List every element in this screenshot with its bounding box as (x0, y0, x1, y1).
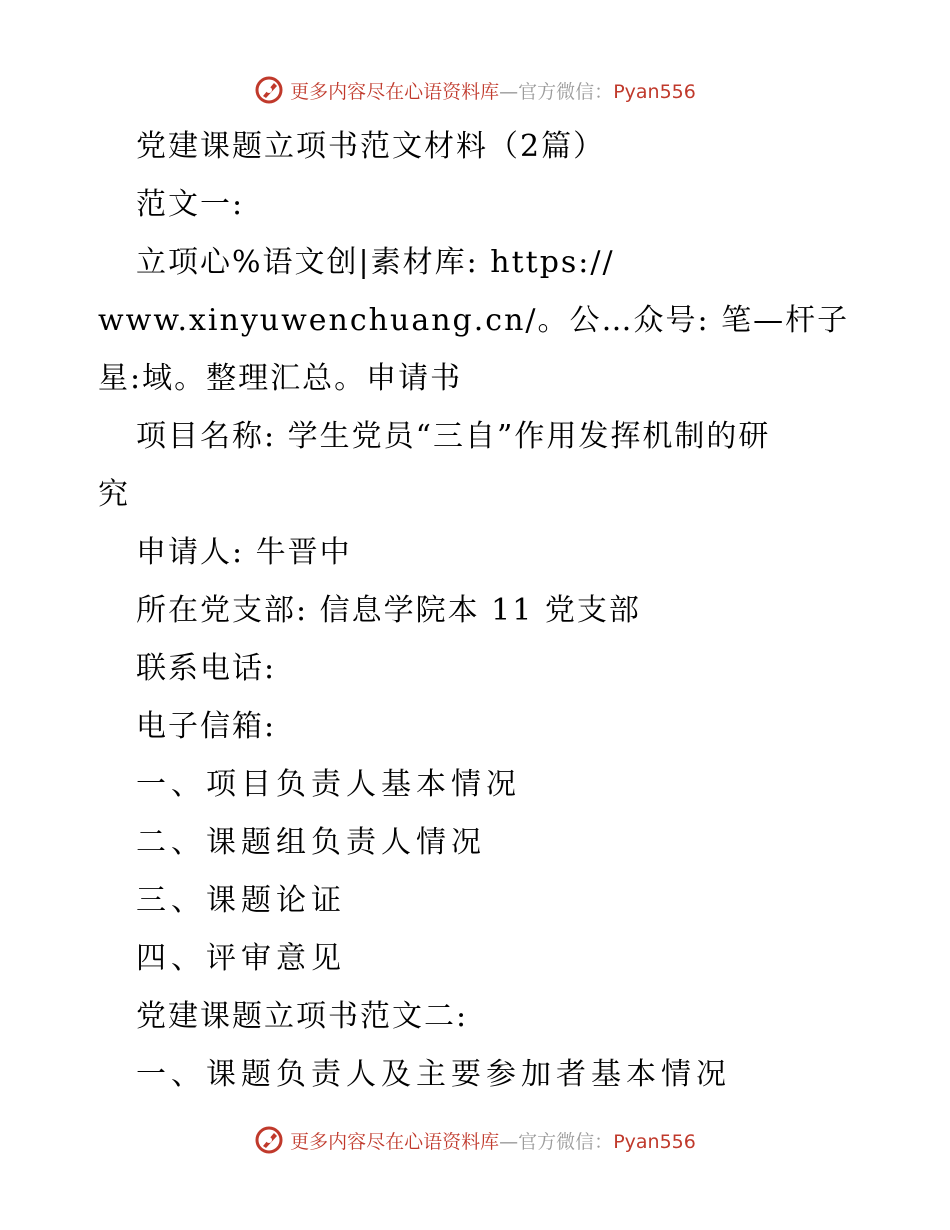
doc-line: 党建课题立项书范文二: (136, 999, 469, 1034)
doc-section-heading: 一、项目负责人基本情况 (136, 767, 521, 802)
header-watermark (0, 70, 950, 110)
doc-line: 联系电话: (136, 651, 277, 686)
doc-line: 所在党支部: 信息学院本 11 党支部 (136, 593, 641, 628)
watermark-id: Pyan556 (613, 80, 696, 103)
doc-line: 申请人: 牛晋中 (136, 535, 352, 570)
doc-line: 星:域。整理汇总。申请书 (98, 361, 463, 396)
doc-line: 范文一: (136, 187, 245, 222)
watermark-text (290, 1127, 696, 1154)
watermark-text (290, 77, 696, 104)
doc-line: 究 (98, 477, 130, 512)
watermark-main: 更多内容尽在心语资料库 (290, 1130, 500, 1153)
watermark-separator: —官方微信： (499, 80, 614, 103)
doc-line: 立项心%语文创|素材库: https:// (136, 245, 615, 280)
doc-section-heading: 三、课题论证 (136, 883, 346, 918)
doc-line: 项目名称: 学生党员“三自”作用发挥机制的研 (136, 419, 771, 454)
doc-section-heading: 二、课题组负责人情况 (136, 825, 486, 860)
watermark-main: 更多内容尽在心语资料库 (290, 80, 500, 103)
watermark-id: Pyan556 (613, 1130, 696, 1153)
doc-line: www.xinyuwenchuang.cn/。公…众号: 笔—杆子 (98, 303, 850, 338)
watermark-separator: —官方微信： (499, 1130, 614, 1153)
document-body (98, 118, 858, 1104)
doc-section-heading: 四、评审意见 (136, 941, 346, 976)
doc-title: 党建课题立项书范文材料（2篇） (136, 129, 606, 164)
doc-section-heading: 一、课题负责人及主要参加者基本情况 (136, 1057, 731, 1092)
pen-circle-logo-icon (254, 75, 284, 105)
pen-circle-logo-icon (254, 1125, 284, 1155)
footer-watermark (0, 1120, 950, 1160)
doc-line: 电子信箱: (136, 709, 277, 744)
